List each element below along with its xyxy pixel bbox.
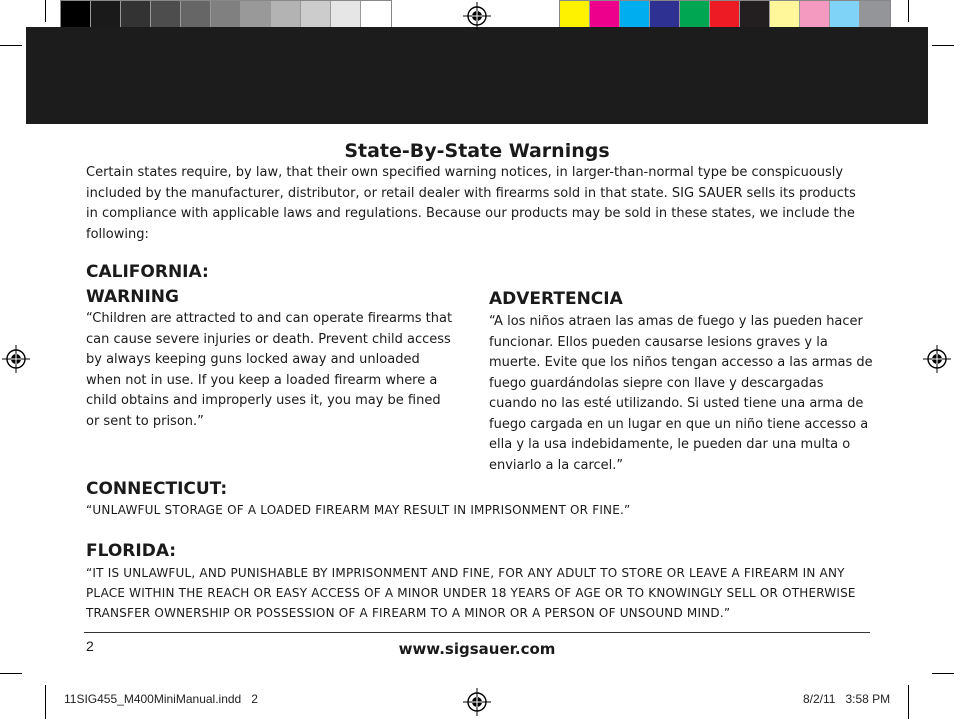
process-swatch: [650, 1, 680, 30]
registration-crosshair-icon: [923, 345, 951, 373]
process-swatch: [560, 1, 590, 30]
gray-swatch: [271, 1, 301, 30]
florida-heading: FLORIDA:: [86, 541, 177, 561]
crop-mark: [908, 0, 909, 22]
gray-swatch: [331, 1, 361, 30]
process-swatch: [770, 1, 800, 30]
gray-swatch: [211, 1, 241, 30]
connecticut-heading: CONNECTICUT:: [86, 479, 228, 499]
registration-crosshair-icon: [463, 688, 491, 716]
process-swatch: [740, 1, 770, 30]
california-heading: CALIFORNIA:: [86, 262, 209, 282]
gray-swatch: [61, 1, 91, 30]
crop-mark: [45, 685, 46, 719]
header-band: [26, 27, 928, 124]
process-swatch: [680, 1, 710, 30]
advertencia-text: “A los niños atraen las amas de fuego y las pueden hacer funcionar. Ellos pueden causarse lesions graves y la muerte. Evite que los niños tengan accesso a las armas de fuego guardándolas siepre con llave y descargadas cuando no las esté utilizando. Si usted tiene una arma de fuego cargada en un lugar en que un niño tiene accesso a ella y la usa indebidamente, le pueden dar una multa o enviarlo a la carcel.”: [489, 314, 873, 473]
website-url: www.sigsauer.com: [398, 640, 556, 658]
process-swatch: [710, 1, 740, 30]
file-slug: 11SIG455_M400MiniManual.indd 2: [64, 692, 258, 706]
crop-mark: [932, 45, 954, 46]
process-swatch: [860, 1, 890, 30]
gray-swatch: [361, 1, 391, 30]
gray-swatch: [151, 1, 181, 30]
page-number: 2: [86, 638, 94, 654]
page-title: State-By-State Warnings: [344, 140, 610, 162]
crop-mark: [932, 673, 954, 674]
gray-swatch: [301, 1, 331, 30]
crop-mark: [908, 685, 909, 719]
connecticut-warning-text: “UNLAWFUL STORAGE OF A LOADED FIREARM MAY RESULT IN IMPRISONMENT OR FINE.”: [86, 503, 631, 517]
gray-swatch: [91, 1, 121, 30]
date-slug: 8/2/11 3:58 PM: [803, 692, 891, 706]
footer-rule: [84, 632, 870, 633]
crop-mark: [45, 0, 46, 22]
florida-warning-text: “IT IS UNLAWFUL, AND PUNISHABLE BY IMPRISONMENT AND FINE, FOR ANY ADULT TO STORE OR LEAVE A FIREARM IN ANY PLACE WITHIN THE REACH OR EASY ACCESS OF A MINOR UNDER 18 YEARS OF AGE OR TO KNOWINGLY SELL OR OTHERWISE TRANSFER OWNERSHIP OR POSSESSION OF A FIREARM TO A MINOR OR A PERSON OF UNSOUND MIND.”: [86, 566, 856, 620]
crop-mark: [0, 45, 22, 46]
gray-swatch: [121, 1, 151, 30]
gray-swatch: [181, 1, 211, 30]
process-swatch: [830, 1, 860, 30]
intro-paragraph: Certain states require, by law, that their own specified warning notices, in larger-than-normal type be conspicuously included by the manufacturer, distributor, or retail dealer with firearms sold in that state. SIG SAUER sells its products in compliance with applicable laws and regulations. Because our products may be sold in these states, we include the following:: [86, 165, 856, 242]
advertencia-heading: ADVERTENCIA: [489, 289, 623, 309]
california-warning-text: “Children are attracted to and can operate firearms that can cause severe injuries or death. Prevent child access by always keeping guns locked away and unloaded when not in use. If you keep a loaded firearm where a child obtains and improperly uses it, you may be fined or sent to prison.”: [86, 311, 453, 429]
registration-crosshair-icon: [463, 2, 491, 30]
registration-crosshair-icon: [2, 345, 30, 373]
process-swatch: [800, 1, 830, 30]
california-warning-heading: WARNING: [86, 287, 179, 307]
process-swatch: [590, 1, 620, 30]
crop-mark: [0, 673, 22, 674]
process-swatch: [620, 1, 650, 30]
gray-swatch: [241, 1, 271, 30]
